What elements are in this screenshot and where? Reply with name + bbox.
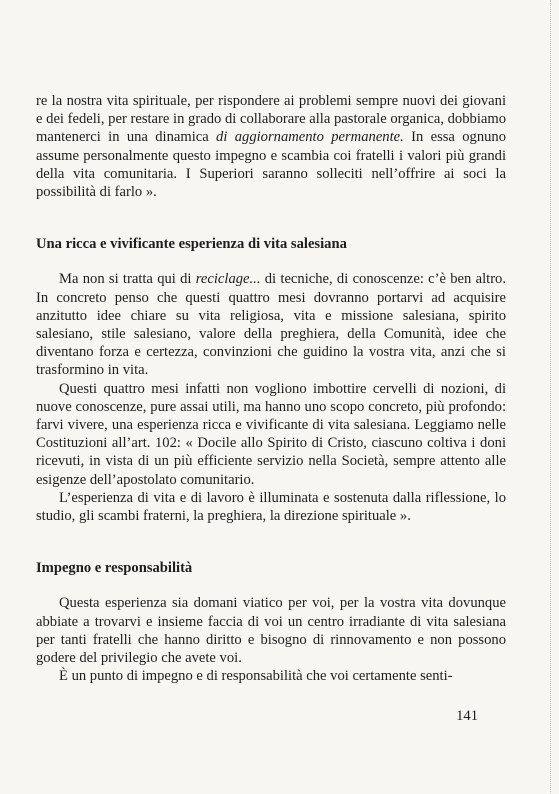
section-heading-impegno: Impegno e responsabilità: [36, 560, 193, 577]
page-body: [36, 92, 506, 685]
paragraph-continuation: [36, 92, 506, 201]
emphasis-text: di aggiornamento permanente.: [216, 129, 404, 146]
paragraph: Questi quattro mesi infatti non vogliono imbottire cervelli di nozioni, di nuove conoscenze, pure assai utili, ma hanno uno scopo concreto, più profondo: farvi vivere, una esperienza ricca e vivificante di vita salesiana. Leggiamo nelle Costituzioni all’art. 102: « Docile allo Spirito di Cristo, ciascuno coltiva i doni ricevuti, in vista di un più efficiente servizio nella Società, sempre attento alle esigenze dell’apostolato comunitario.: [36, 380, 506, 488]
section-heading-esperienza: Una ricca e vivificante esperienza di vita salesiana: [36, 236, 347, 253]
paragraph-text: Ma non si tratta qui di: [59, 271, 196, 288]
paragraph-text: In essa ognuno assume personalmente questo impegno e scambia coi fratelli i valori più grandi della vita comunitaria. I Superiori saranno solleciti nell’offrire ai soci la possibilità di farlo ».: [36, 129, 507, 201]
paragraph: È un punto di impegno e di responsabilità che voi certamente senti-: [59, 668, 453, 685]
page-edge-line: [550, 0, 551, 794]
paragraph: [36, 270, 506, 379]
paragraph: L’esperienza di vita e di lavoro è illuminata e sostenuta dalla riflessione, lo studio, gli scambi fraterni, la preghiera, la direzione spirituale ».: [36, 489, 506, 525]
paragraph-text: re la nostra vita spirituale, per rispondere ai problemi sempre nuovi dei giovani e dei fedeli, per restare in grado di collaborare alla pastorale organica, dobbiamo mantenerci in una dinamica: [36, 93, 506, 146]
paragraph: Questa esperienza sia domani viatico per voi, per la vostra vita dovunque abbiate a trovarvi e insieme faccia di voi un centro irradiante di vita salesiana per tanti fratelli che hanno diritto e bisogno di rinnovamento e non possono godere del privilegio che avete voi.: [36, 595, 506, 667]
paragraph-text: di tecniche, di conoscenze: c’è ben altro. In concreto penso che questi quattro mesi dovranno portarvi ad acquisire anzitutto idee chiare su vita religiosa, vita e missione salesiana, spirito salesiano, stile salesiano, valore della preghiera, della Comunità, idee che diventano forza e certezza, convinzioni che guidino la vostra vita, anzi che si trasformino in vita.: [36, 271, 507, 379]
page-number: 141: [456, 708, 478, 724]
emphasis-text: reciclage...: [195, 271, 261, 288]
